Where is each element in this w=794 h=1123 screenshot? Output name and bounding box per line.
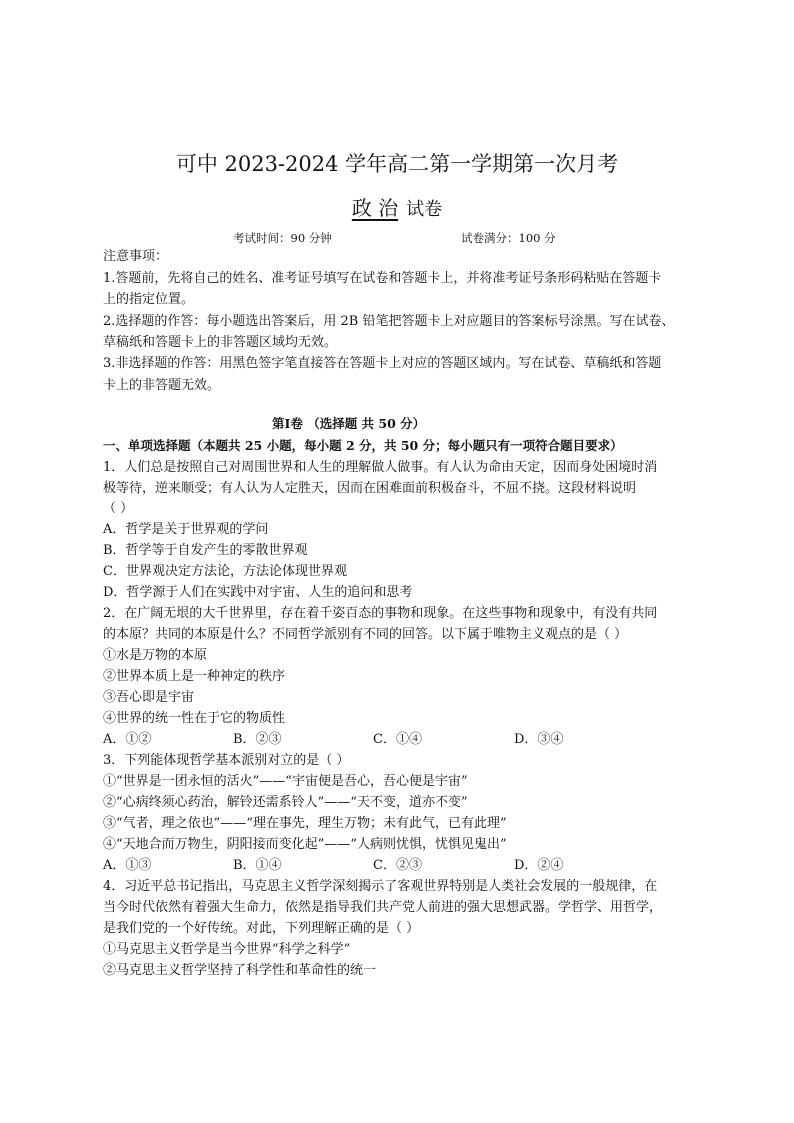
q2-item: ②世界本质上是一种神定的秩序: [103, 669, 286, 684]
q3-choice-a: A．①③: [103, 858, 152, 873]
notes-line: 1.答题前，先将自己的姓名、准考证号填写在试卷和答题卡上，并将准考证号条形码粘贴在答题卡: [103, 271, 662, 286]
q3-stem: 3．下列能体现哲学基本派别对立的是（ ）: [103, 753, 350, 768]
q3-item: ③“气者，理之依也”——“理在事先，理生万物；未有此气，已有此理”: [103, 816, 507, 831]
notes-line: 2.选择题的作答：每小题选出答案后，用 2B 铅笔把答题卡上对应题目的答案标号涂黑。写在试卷、: [103, 314, 675, 329]
notes-line: 草稿纸和答题卡上的非答题区域均无效。: [103, 335, 338, 350]
q2-choice-d: D．③④: [514, 732, 564, 747]
q1-stem: （ ）: [103, 501, 134, 516]
q1-option: C．世界观决定方法论，方法论体现世界观: [103, 564, 347, 579]
q3-choice-b: B．①④: [233, 858, 282, 873]
q1-option: D．哲学源于人们在实践中对宇宙、人生的追问和思考: [103, 585, 413, 600]
q2-stem: 的本原？共同的本原是什么？不同哲学派别有不同的回答。以下属于唯物主义观点的是（ ）: [103, 627, 628, 642]
exam-title: 可中 2023-2024 学年高二第一学期第一次月考: [175, 152, 619, 176]
q2-choice-c: C．①④: [373, 732, 422, 747]
notes-line: 上的指定位置。: [103, 292, 195, 307]
q4-stem: 是我们党的一个好传统。对此，下列理解正确的是（ ）: [103, 921, 420, 936]
q2-item: ④世界的统一性在于它的物质性: [103, 711, 286, 726]
q3-item: ④“天地合而万物生，阴阳接而变化起”——“人病则忧惧，忧惧见鬼出”: [103, 837, 507, 852]
q2-choice-b: B．②③: [233, 732, 282, 747]
q1-stem: 1．人们总是按照自己对周围世界和人生的理解做人做事。有人认为命由天定，因而身处困境时消: [103, 460, 658, 475]
subject-name: 政 治: [351, 196, 399, 220]
exam-time: 考试时间：90 分钟: [233, 231, 332, 245]
paper-label: 试卷: [406, 199, 443, 220]
q4-item: ①马克思主义哲学是当今世界“科学之科学”: [103, 942, 351, 957]
q4-item: ②马克思主义哲学坚持了科学性和革命性的统一: [103, 963, 377, 978]
q3-item: ①“世界是一团永恒的活火”——“宇宙便是吾心，吾心便是宇宙”: [103, 774, 468, 789]
q4-stem: 当今时代依然有着强大生命力，依然是指导我们共产党人前进的强大思想武器。学哲学、用哲学，: [103, 900, 663, 915]
q3-choice-c: C．②③: [373, 858, 422, 873]
q2-item: ①水是万物的本原: [103, 648, 208, 663]
q2-item: ③吾心即是宇宙: [103, 690, 195, 705]
q3-choice-d: D．②④: [514, 858, 564, 873]
q2-choice-a: A．①②: [103, 732, 152, 747]
q3-item: ②“心病终须心药治，解铃还需系铃人”——“天不变，道亦不变”: [103, 795, 468, 810]
q1-option: B．哲学等于自发产生的零散世界观: [103, 543, 308, 558]
subject-row: [0, 194, 794, 224]
q1-option: A．哲学是关于世界观的学问: [103, 522, 269, 537]
section-title: 第Ⅰ卷 （选择题 共 50 分）: [272, 416, 426, 431]
q4-stem: 4．习近平总书记指出，马克思主义哲学深刻揭示了客观世界特别是人类社会发展的一般规律，在: [103, 879, 658, 894]
exam-score: 试卷满分：100 分: [461, 231, 556, 245]
q2-stem: 2．在广阔无垠的大千世界里，存在着千姿百态的事物和现象。在这些事物和现象中，有没有共同: [103, 606, 658, 621]
notes-line: 卡上的非答题无效。: [103, 378, 221, 393]
part-heading: 一、单项选择题（本题共 25 小题，每小题 2 分，共 50 分；每小题只有一项符合题目要求）: [103, 438, 623, 453]
notes-heading: 注意事项：: [103, 249, 169, 264]
notes-line: 3.非选择题的作答：用黑色签字笔直接答在答题卡上对应的答题区域内。写在试卷、草稿纸和答题: [103, 356, 662, 371]
q1-stem: 极等待，逆来顺受；有人认为人定胜天，因而在困难面前积极奋斗，不屈不挠。这段材料说明: [103, 481, 637, 496]
